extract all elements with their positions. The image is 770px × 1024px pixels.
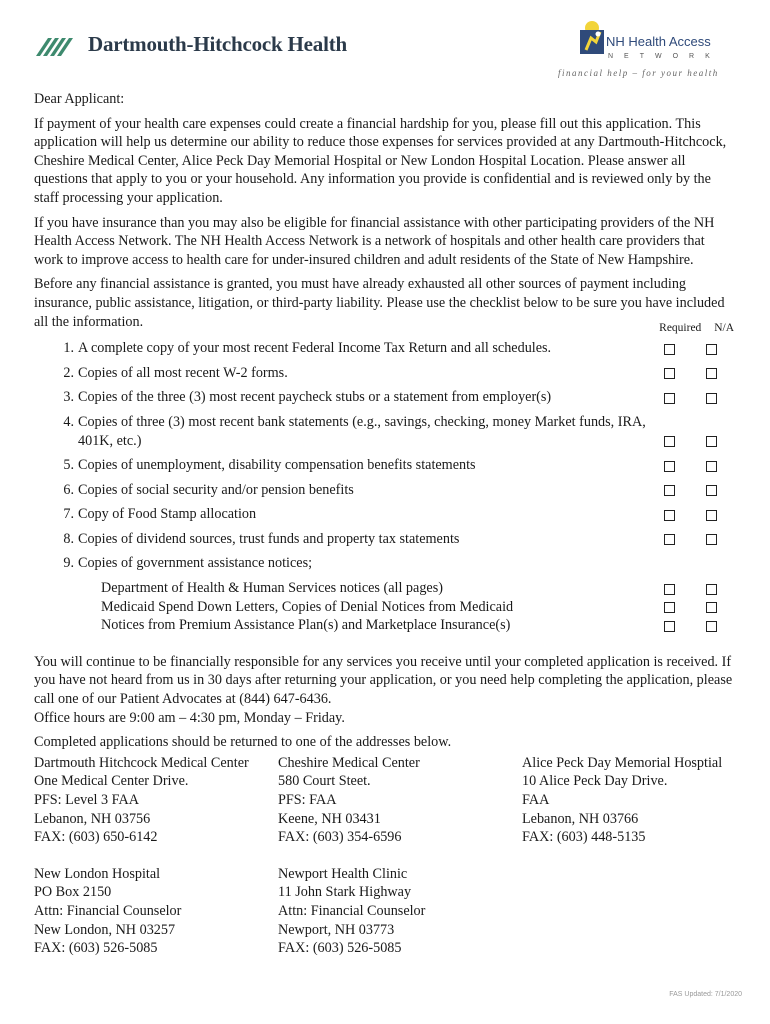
address-line: New London, NH 03257 — [34, 921, 176, 938]
address-line: Cheshire Medical Center — [278, 754, 420, 771]
address-line: Attn: Financial Counselor — [278, 902, 426, 919]
item-number: 9. — [63, 555, 74, 572]
address-line: 580 Court Steet. — [278, 773, 371, 790]
required-checkbox[interactable] — [664, 621, 675, 632]
address-line: PO Box 2150 — [34, 884, 112, 901]
intro-paragraph-3: Before any financial assistance is granted, you must have already exhausted all other sources of payment including insurance, public assistance, litigation, or third-party liability. Please use the checklist below to be sure you have included all the information. — [34, 276, 725, 330]
document-checklist — [34, 339, 734, 635]
na-checkbox[interactable] — [706, 510, 717, 521]
item-text: Copy of Food Stamp allocation — [78, 506, 257, 523]
na-column-header: N/A — [714, 321, 734, 334]
intro-paragraph-1: If payment of your health care expenses could create a financial hardship for you, please fill out this application. This application will help us determine our ability to reduce those expenses for services provided at any Dartmouth-Hitchcock, Cheshire Medical Center, Alice Peck Day Memorial Hospital or New London Hospital Location. Please answer all questions that apply to you or your household. Any information you provide is confidential and is reviewed only by the staff processing your application. — [34, 115, 727, 206]
address-block — [278, 865, 522, 958]
required-checkbox[interactable] — [664, 485, 675, 496]
required-checkbox[interactable] — [664, 344, 675, 355]
updated-stamp: FAS Updated: 7/1/2020 — [669, 991, 742, 998]
item-number: 7. — [63, 506, 74, 523]
nh-health-access-logo — [558, 20, 740, 82]
office-hours: Office hours are 9:00 am – 4:30 pm, Monday – Friday. — [34, 709, 345, 726]
checklist-item — [34, 364, 734, 383]
checklist-item — [34, 456, 734, 475]
item-number: 1. — [63, 340, 74, 357]
leaf-stripes-icon — [36, 34, 82, 56]
nh-logo-tagline: financial help – for your health — [558, 68, 719, 78]
checklist-item — [34, 530, 734, 549]
return-addresses — [34, 754, 734, 976]
address-line: New London Hospital — [34, 865, 161, 882]
address-line: Alice Peck Day Memorial Hosptial — [522, 754, 723, 771]
return-instructions: Completed applications should be returned to one of the addresses below. — [34, 734, 452, 751]
address-line: FAX: (603) 354-6596 — [278, 829, 402, 846]
government-notices-subitems — [34, 579, 734, 635]
na-checkbox[interactable] — [706, 344, 717, 355]
checklist-item — [34, 505, 734, 524]
item-number: 8. — [63, 530, 74, 547]
required-checkbox[interactable] — [664, 461, 675, 472]
subitem-text: Medicaid Spend Down Letters, Copies of Denial Notices from Medicaid — [101, 598, 514, 615]
na-checkbox[interactable] — [706, 534, 717, 545]
nh-logo-title: NH Health Access — [606, 34, 711, 49]
item-number: 2. — [63, 364, 74, 381]
item-text: Copies of dividend sources, trust funds and property tax statements — [78, 530, 460, 547]
address-block — [522, 754, 742, 847]
required-checkbox[interactable] — [664, 584, 675, 595]
checklist-item — [34, 388, 734, 407]
na-checkbox[interactable] — [706, 485, 717, 496]
item-number: 4. — [63, 413, 74, 430]
dartmouth-hitchcock-logo — [36, 32, 347, 57]
na-checkbox[interactable] — [706, 602, 717, 613]
item-text: A complete copy of your most recent Federal Income Tax Return and all schedules. — [78, 340, 552, 357]
address-line: FAX: (603) 526-5085 — [34, 940, 158, 957]
nh-figure-icon — [578, 20, 608, 56]
na-checkbox[interactable] — [706, 584, 717, 595]
address-block — [278, 754, 522, 847]
address-block — [34, 754, 278, 847]
required-checkbox[interactable] — [664, 393, 675, 404]
address-line: Lebanon, NH 03766 — [522, 810, 639, 827]
na-checkbox[interactable] — [706, 436, 717, 447]
checklist-item — [34, 554, 734, 634]
item-text: Copies of government assistance notices; — [78, 555, 313, 572]
address-line: FAA — [522, 792, 550, 808]
item-text: Copies of social security and/or pension benefits — [78, 481, 354, 498]
address-line: 11 John Stark Highway — [278, 884, 412, 901]
closing-paragraph: You will continue to be financially responsible for any services you receive until your completed application is received. If you have not heard from us in 30 days after returning your application, or you need help completing the application, please call one of our Patient Advocates at (844) 647-6436. — [34, 653, 733, 708]
item-number: 3. — [63, 389, 74, 406]
intro-paragraph-2: If you have insurance than you may also be eligible for financial assistance with other participating providers of the NH Health Access Network. The NH Health Access Network is a network of hospitals and other health care providers that work to improve access to health care for under-insured children and adult residents of the State of New Hampshire. — [34, 214, 715, 268]
closing-section — [34, 653, 734, 752]
checklist-subitem — [34, 616, 734, 635]
item-number: 5. — [63, 457, 74, 474]
required-checkbox[interactable] — [664, 602, 675, 613]
nh-logo-subtitle: NETWORK — [608, 53, 721, 60]
required-checkbox[interactable] — [664, 534, 675, 545]
item-text: Copies of the three (3) most recent paycheck stubs or a statement from employer(s) — [78, 389, 552, 406]
address-line: Lebanon, NH 03756 — [34, 810, 151, 827]
required-checkbox[interactable] — [664, 510, 675, 521]
address-line: PFS: FAA — [278, 792, 337, 808]
letter-body — [34, 90, 734, 976]
dh-logo-text: Dartmouth-Hitchcock Health — [88, 32, 348, 56]
na-checkbox[interactable] — [706, 368, 717, 379]
required-checkbox[interactable] — [664, 436, 675, 447]
address-line: Dartmouth Hitchcock Medical Center — [34, 754, 249, 771]
na-checkbox[interactable] — [706, 393, 717, 404]
greeting: Dear Applicant: — [34, 91, 125, 107]
item-text: Copies of three (3) most recent bank statements (e.g., savings, checking, money Market funds, IRA, 401K, etc.) — [78, 413, 646, 449]
checklist-subitem — [34, 579, 734, 598]
na-checkbox[interactable] — [706, 621, 717, 632]
address-line: Keene, NH 03431 — [278, 810, 381, 827]
item-text: Copies of unemployment, disability compensation benefits statements — [78, 457, 476, 474]
address-line: FAX: (603) 526-5085 — [278, 940, 402, 957]
address-line: Newport, NH 03773 — [278, 921, 395, 938]
address-line: PFS: Level 3 FAA — [34, 792, 139, 808]
item-text: Copies of all most recent W-2 forms. — [78, 364, 288, 381]
checklist-item — [34, 481, 734, 500]
checklist-item — [34, 339, 734, 358]
address-line: 10 Alice Peck Day Drive. — [522, 773, 668, 790]
subitem-text: Department of Health & Human Services notices (all pages) — [101, 580, 443, 597]
address-line: FAX: (603) 448-5135 — [522, 829, 646, 846]
address-line: One Medical Center Drive. — [34, 773, 189, 790]
address-line: Attn: Financial Counselor — [34, 902, 182, 919]
subitem-text: Notices from Premium Assistance Plan(s) and Marketplace Insurance(s) — [101, 617, 511, 634]
checklist-item — [34, 413, 734, 450]
na-checkbox[interactable] — [706, 461, 717, 472]
checklist-subitem — [34, 598, 734, 617]
item-number: 6. — [63, 481, 74, 498]
address-line: FAX: (603) 650-6142 — [34, 829, 158, 846]
address-line: Newport Health Clinic — [278, 865, 408, 882]
required-checkbox[interactable] — [664, 368, 675, 379]
checklist-column-headers — [649, 319, 734, 338]
address-block — [34, 865, 278, 958]
required-column-header: Required — [659, 321, 702, 334]
